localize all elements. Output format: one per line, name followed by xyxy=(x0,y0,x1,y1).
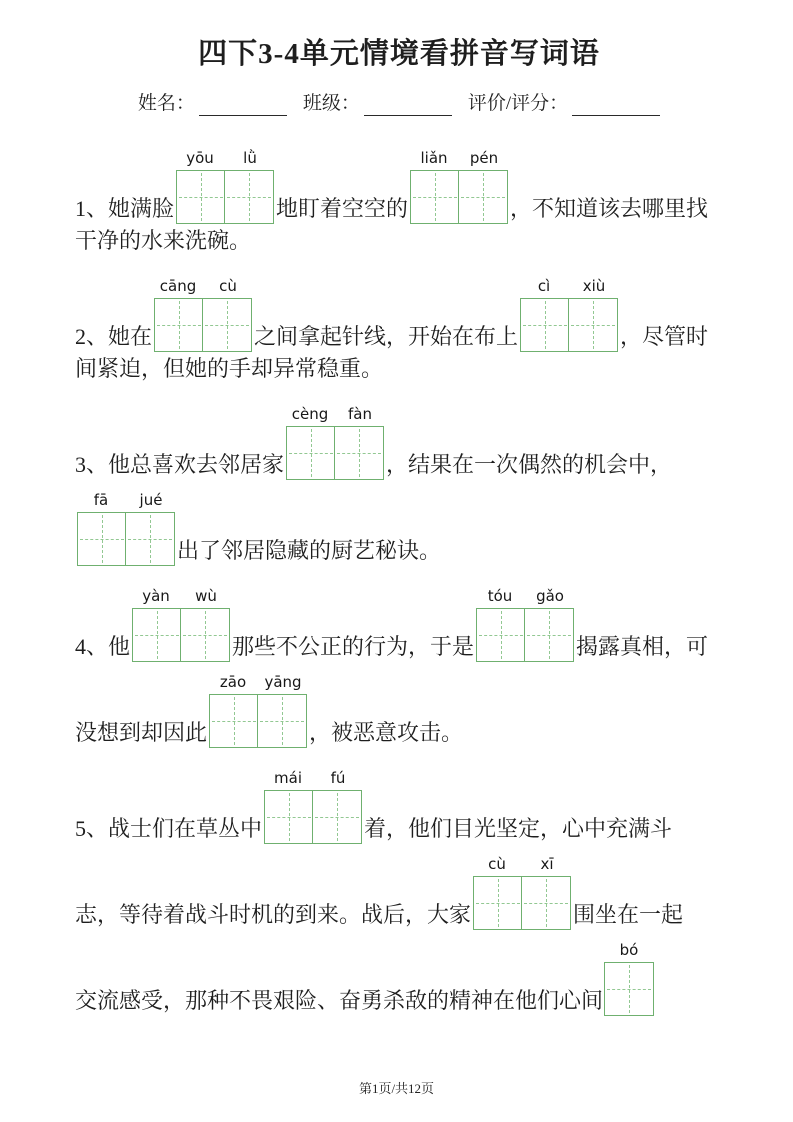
tianzige-cell xyxy=(77,512,127,566)
question-text: 地盯着空空的 xyxy=(276,196,409,221)
question-line xyxy=(75,586,723,662)
pinyin-label: bó xyxy=(619,941,639,959)
pinyin-label: xī xyxy=(540,855,554,873)
pinyin-label: fā xyxy=(93,491,109,509)
tianzige-cell xyxy=(202,298,252,352)
answer-boxes xyxy=(76,491,176,566)
pinyin-row xyxy=(76,491,176,512)
question-text: ，结果在一次偶然的机会中， xyxy=(386,452,673,477)
pinyin-label: pén xyxy=(469,149,499,167)
tianzige-cell xyxy=(604,962,654,1016)
class-field-label: 班级： xyxy=(302,93,360,114)
question-line xyxy=(75,354,723,384)
class-blank-line xyxy=(364,94,452,116)
pinyin-row xyxy=(519,277,619,298)
tianzige-row xyxy=(473,876,571,930)
pinyin-label: lǜ xyxy=(243,149,257,167)
question-item-3 xyxy=(75,404,723,566)
pinyin-label: cù xyxy=(488,855,506,873)
tianzige-cell xyxy=(286,426,336,480)
question-text: 没想到却因此 xyxy=(75,720,208,745)
pinyin-label: gǎo xyxy=(536,587,564,605)
question-line xyxy=(75,404,723,480)
tianzige-row xyxy=(264,790,362,844)
pinyin-row xyxy=(263,769,363,790)
question-text: 4、他 xyxy=(75,634,131,659)
question-text: ，尽管时 xyxy=(620,324,709,349)
pinyin-label: fàn xyxy=(348,405,372,423)
question-text: 那些不公正的行为，于是 xyxy=(232,634,475,659)
pinyin-label: zāo xyxy=(219,673,247,691)
pinyin-row xyxy=(131,587,231,608)
question-text: ，被恶意攻击。 xyxy=(309,720,464,745)
question-text: 着，他们目光坚定，心中充满斗 xyxy=(364,816,673,841)
tianzige-cell xyxy=(132,608,182,662)
tianzige-cell xyxy=(458,170,508,224)
question-text: 2、她在 xyxy=(75,324,153,349)
pinyin-label: cèng xyxy=(291,405,329,423)
answer-boxes xyxy=(263,769,363,844)
pinyin-label: jué xyxy=(139,491,163,509)
question-line xyxy=(75,854,723,930)
answer-boxes xyxy=(175,149,275,224)
question-item-1 xyxy=(75,148,723,256)
score-field-label: 评价/评分： xyxy=(467,93,569,114)
question-item-2 xyxy=(75,276,723,384)
tianzige-row xyxy=(132,608,230,662)
tianzige-cell xyxy=(180,608,230,662)
question-text: 5、战士们在草丛中 xyxy=(75,816,263,841)
tianzige-cell xyxy=(224,170,274,224)
tianzige-row xyxy=(286,426,384,480)
tianzige-cell xyxy=(568,298,618,352)
tianzige-row xyxy=(476,608,574,662)
tianzige-cell xyxy=(473,876,523,930)
question-line xyxy=(75,768,723,844)
pinyin-label: xiù xyxy=(582,277,606,295)
question-line xyxy=(75,276,723,352)
tianzige-cell xyxy=(257,694,307,748)
tianzige-row xyxy=(520,298,618,352)
tianzige-row xyxy=(410,170,508,224)
answer-boxes xyxy=(285,405,385,480)
pinyin-row xyxy=(604,941,654,962)
tianzige-cell xyxy=(524,608,574,662)
question-text: 3、他总喜欢去邻居家 xyxy=(75,452,285,477)
pinyin-label: yōu xyxy=(186,149,214,167)
question-text: 志，等待着战斗时机的到来。战后，大家 xyxy=(75,902,472,927)
pinyin-label: mái xyxy=(274,769,302,787)
question-text: 出了邻居隐藏的厨艺秘诀。 xyxy=(177,538,442,563)
name-blank-line xyxy=(199,94,287,116)
question-line xyxy=(75,490,723,566)
pinyin-row xyxy=(475,587,575,608)
question-item-5 xyxy=(75,768,723,1016)
question-text: 交流感受，那种不畏艰险、奋勇杀敌的精神在他们心间 xyxy=(75,988,604,1013)
question-text: ，不知道该去哪里找 xyxy=(510,196,709,221)
tianzige-cell xyxy=(334,426,384,480)
pinyin-label: tóu xyxy=(487,587,513,605)
question-text: 1、她满脸 xyxy=(75,196,175,221)
pinyin-label: yāng xyxy=(264,673,302,691)
answer-boxes xyxy=(153,277,253,352)
tianzige-row xyxy=(77,512,175,566)
question-item-4 xyxy=(75,586,723,748)
answer-boxes xyxy=(519,277,619,352)
tianzige-cell xyxy=(312,790,362,844)
answer-boxes xyxy=(131,587,231,662)
name-field-label: 姓名： xyxy=(137,93,195,114)
answer-boxes xyxy=(208,673,308,748)
answer-boxes xyxy=(472,855,572,930)
pinyin-label: yàn xyxy=(142,587,170,605)
question-text: 揭露真相，可 xyxy=(576,634,709,659)
pinyin-label: cù xyxy=(219,277,237,295)
tianzige-cell xyxy=(410,170,460,224)
student-info-row xyxy=(75,92,723,116)
pinyin-row xyxy=(409,149,509,170)
tianzige-row xyxy=(209,694,307,748)
tianzige-cell xyxy=(176,170,226,224)
question-list xyxy=(75,148,723,1016)
page-title: 四下3-4单元情境看拼音写词语 xyxy=(198,38,600,70)
tianzige-row xyxy=(154,298,252,352)
question-text: 之间拿起针线，开始在布上 xyxy=(254,324,519,349)
question-line xyxy=(75,940,723,1016)
pinyin-label: cāng xyxy=(159,277,197,295)
answer-boxes xyxy=(409,149,509,224)
tianzige-cell xyxy=(154,298,204,352)
question-text: 干净的水来洗碗。 xyxy=(75,228,252,253)
tianzige-row xyxy=(176,170,274,224)
page-number: 第1页/共12页 xyxy=(358,1081,435,1096)
pinyin-label: liǎn xyxy=(420,149,448,167)
pinyin-row xyxy=(472,855,572,876)
pinyin-label: cì xyxy=(537,277,551,295)
tianzige-cell xyxy=(209,694,259,748)
question-line xyxy=(75,672,723,748)
pinyin-row xyxy=(175,149,275,170)
question-text: 围坐在一起 xyxy=(573,902,684,927)
tianzige-row xyxy=(604,962,654,1016)
answer-boxes xyxy=(604,941,654,1016)
tianzige-cell xyxy=(125,512,175,566)
tianzige-cell xyxy=(264,790,314,844)
tianzige-cell xyxy=(521,876,571,930)
question-line xyxy=(75,148,723,224)
pinyin-label: wù xyxy=(195,587,217,605)
score-blank-line xyxy=(572,94,660,116)
pinyin-label: fú xyxy=(330,769,346,787)
tianzige-cell xyxy=(476,608,526,662)
pinyin-row xyxy=(285,405,385,426)
answer-boxes xyxy=(475,587,575,662)
pinyin-row xyxy=(208,673,308,694)
question-line xyxy=(75,226,723,256)
tianzige-cell xyxy=(520,298,570,352)
pinyin-row xyxy=(153,277,253,298)
question-text: 间紧迫，但她的手却异常稳重。 xyxy=(75,356,384,381)
